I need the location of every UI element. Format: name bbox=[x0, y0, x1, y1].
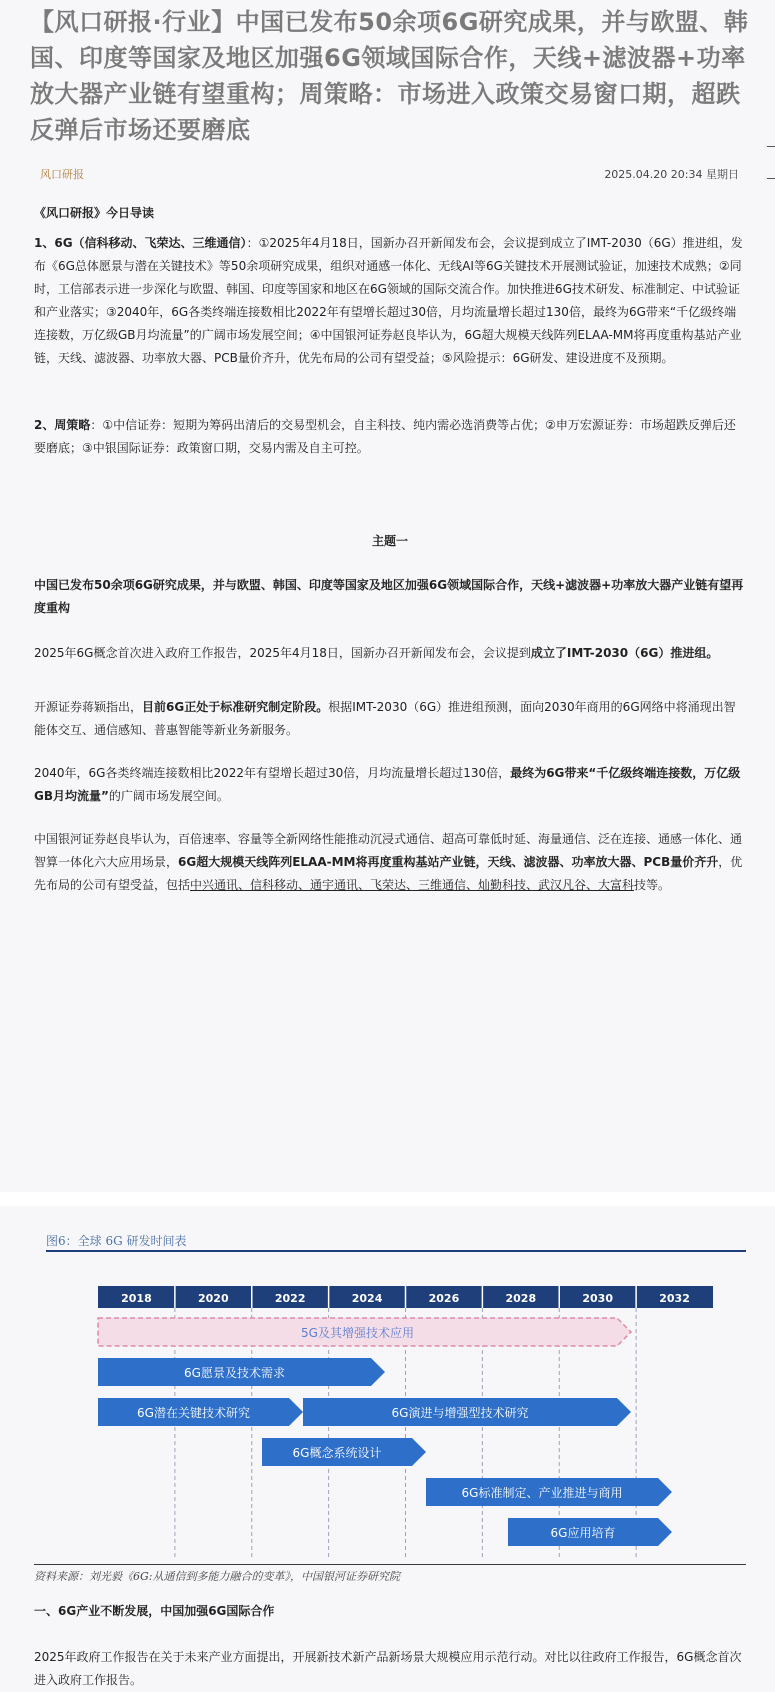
intro-heading bbox=[34, 202, 746, 225]
p3-bold: 最终为6G带来“千亿级终端连接数，万亿级GB月均流量” bbox=[34, 766, 741, 803]
figure-title: 图6：全球 6G 研发时间表 bbox=[46, 1234, 187, 1248]
tick-label: 2020 bbox=[198, 1292, 229, 1305]
tick-label: 2030 bbox=[582, 1292, 613, 1305]
item1-head: 1、6G（信科移动、飞荣达、三维通信） bbox=[34, 236, 247, 250]
timeline-bar-label: 6G应用培育 bbox=[550, 1526, 616, 1540]
body-paragraph-4 bbox=[34, 828, 746, 897]
article-title: 【风口研报·行业】中国已发布50余项6G研究成果，并与欧盟、韩国、印度等国家及地区加强6G领域国际合作，天线+滤波器+功率放大器产业链有望重构；周策略：市场进入政策交易窗口期，超跌反弹后市场还要磨底 bbox=[30, 8, 749, 144]
item1-body: ：①2025年4月18日，国新办召开新闻发布会，会议提到成立了IMT-2030（6G）推进组，发布《6G总体愿景与潜在关键技术》等50余项研究成果，组织对通感一体化、无线AI等6G关键技术开展测试验证，加速技术成熟；②同时，工信部表示进一步深化与欧盟、韩国、印度等国家和地区在6G领域的国际交流合作。加快推进6G技术研发、标准制定、中试验证和产业落实；③2040年，6G各类终端连接数相比2022年有望增长超过30倍，月均流量增长超过130倍，最终为6G带来“千亿级终端连接数，万亿级GB月均流量”的广阔市场发展空间；④中国银河证券赵良毕认为，6G超大规模天线阵列ELAA-MM将再度重构基站产业链，天线、滤波器、功率放大器、PCB量价齐升，优先布局的公司有望受益；⑤风险提示：6G研发、建设进度不及预期。 bbox=[34, 236, 743, 365]
p1-text: 2025年6G概念首次进入政府工作报告，2025年4月18日，国新办召开新闻发布会，会议提到 bbox=[34, 646, 531, 660]
section-heading-text: 一、6G产业不断发展，中国加强6G国际合作 bbox=[34, 1604, 275, 1618]
theme-heading bbox=[34, 574, 746, 620]
timeline-bar-label: 6G愿景及技术需求 bbox=[184, 1366, 285, 1380]
page-gap bbox=[0, 1192, 775, 1206]
intro-item-2 bbox=[34, 414, 746, 460]
timeline-bar-label: 5G及其增强技术应用 bbox=[301, 1326, 414, 1340]
p4-text-a: 中国银河证券赵良毕认为，百倍速率、容量等全新网络性能推动沉浸式通信、超高可靠低时延、海量通信、泛在连接、通感一体化、通智算一体化六大应用场景， bbox=[34, 832, 743, 869]
body-paragraph-2 bbox=[34, 696, 746, 742]
tick-label: 2032 bbox=[659, 1292, 690, 1305]
last-paragraph: 2025年政府工作报告在关于未来产业方面提出，开展新技术新产品新场景大规模应用示范行动。对比以往政府工作报告，6G概念首次进入政府工作报告。 bbox=[34, 1650, 742, 1687]
tick-label: 2028 bbox=[505, 1292, 537, 1305]
p2-text-c: 根据IMT-2030（6G）推进组预测，面向2030年商用的6G网络中将涌现出智能体交互、通信感知、普惠智能等新业务新服务。 bbox=[34, 700, 736, 737]
item2-body: ：①中信证券：短期为筹码出清后的交易型机会，自主科技、纯内需必选消费等占优；②申万宏源证券：市场超跌反弹后还要磨底；③中银国际证券：政策窗口期，交易内需及自主可控。 bbox=[34, 418, 736, 455]
item2-head: 2、周策略 bbox=[34, 418, 91, 432]
timeline-bar-label: 6G潜在关键技术研究 bbox=[137, 1406, 250, 1420]
p2-text-a: 开源证券蒋颖指出， bbox=[34, 700, 143, 714]
figure-title-rule bbox=[46, 1250, 746, 1252]
theme-heading-text: 中国已发布50余项6G研究成果，并与欧盟、韩国、印度等国家及地区加强6G领域国际合作，天线+滤波器+功率放大器产业链有望再度重构 bbox=[34, 578, 744, 615]
theme-label-text: 主题一 bbox=[371, 534, 408, 548]
company-list-link[interactable]: 中兴通讯、信科移动、通宇通讯、飞荣达、三维通信、灿勤科技、武汉凡谷、大富科 bbox=[190, 878, 635, 892]
theme-label bbox=[34, 530, 746, 553]
p4-text-e: 技等。 bbox=[634, 878, 671, 892]
intro-item-1 bbox=[34, 232, 746, 370]
article-date: 2025.04.20 20:34 星期日 bbox=[604, 168, 739, 181]
article-source[interactable]: 风口研报 bbox=[40, 168, 84, 181]
tick-label: 2024 bbox=[351, 1292, 383, 1305]
figure-bottom-rule bbox=[34, 1564, 746, 1565]
p3-text-a: 2040年，6G各类终端连接数相比2022年有望增长超过30倍，月均流量增长超过130倍， bbox=[34, 766, 511, 780]
body-paragraph-3 bbox=[34, 762, 746, 808]
p1-bold: 成立了IMT-2030（6G）推进组。 bbox=[530, 646, 719, 660]
tick-label: 2022 bbox=[274, 1292, 306, 1305]
timeline-bar-label: 6G演进与增强型技术研究 bbox=[391, 1406, 529, 1420]
scroll-marker bbox=[767, 146, 775, 147]
p2-bold: 目前6G正处于标准研究制定阶段。 bbox=[142, 700, 329, 714]
section-heading bbox=[34, 1600, 746, 1623]
tick-label: 2018 bbox=[121, 1292, 152, 1305]
p3-text-c: 的广阔市场发展空间。 bbox=[108, 789, 229, 803]
scroll-marker bbox=[767, 178, 775, 179]
timeline-bar-label: 6G概念系统设计 bbox=[292, 1446, 382, 1460]
tick-label: 2026 bbox=[428, 1292, 460, 1305]
p4-bold: 6G超大规模天线阵列ELAA-MM将再度重构基站产业链，天线、滤波器、功率放大器、PCB量价齐升 bbox=[178, 855, 719, 869]
intro-heading-text: 《风口研报》今日导读 bbox=[34, 206, 155, 220]
timeline-chart bbox=[0, 1280, 775, 1564]
p4-text-c: ，优先布局的公司有望受益，包括 bbox=[34, 855, 743, 892]
body-paragraph-1 bbox=[34, 642, 746, 665]
timeline-bar-label: 6G标准制定、产业推进与商用 bbox=[461, 1486, 623, 1500]
figure-source-note: 资料来源：刘光毅《6G:从通信到多能力融合的变革》，中国银河证券研究院 bbox=[34, 1570, 400, 1583]
